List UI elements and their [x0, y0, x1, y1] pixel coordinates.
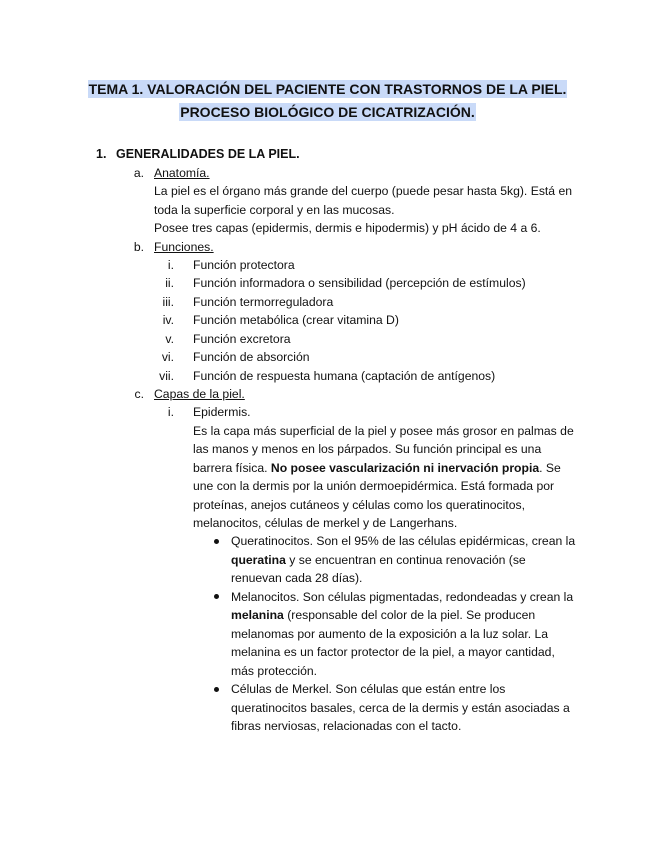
paragraph-line: melanocitos, células de merkel y de Langerhans. — [193, 516, 458, 530]
capas-heading: Capas de la piel. — [154, 387, 245, 401]
funciones-heading: Funciones. — [154, 240, 214, 254]
bold-phrase: queratina — [231, 553, 286, 567]
document-title-line-1: TEMA 1. VALORACIÓN DEL PACIENTE CON TRASTORNOS DE LA PIEL. — [88, 81, 567, 97]
bullet-line: fibras nerviosas, relacionadas con el tacto. — [231, 719, 462, 733]
anatomia-heading: Anatomía. — [154, 166, 210, 180]
bullet-line: queratina y se encuentran en continua renovación (se — [231, 553, 526, 567]
bullet-line: Melanocitos. Son células pigmentadas, redondeadas y crean la — [231, 590, 574, 604]
bullet-line: queratinocitos basales, cerca de la dermis y están asociadas a — [231, 701, 570, 715]
bullet-icon — [214, 539, 219, 544]
document-title-line-2: PROCESO BIOLÓGICO DE CICATRIZACIÓN. — [180, 104, 475, 120]
paragraph-line: proteínas, anejos cutáneos y células como los queratinocitos, — [193, 498, 525, 512]
bullet-line: melanomas por aumento de la exposición a la luz solar. La — [231, 627, 549, 641]
paragraph-line: barrera física. No posee vascularización ni inervación propia. Se — [193, 461, 561, 475]
section-number: 1. — [96, 147, 107, 161]
bullet-line: Queratinocitos. Son el 95% de las células epidérmicas, crean la — [231, 534, 576, 548]
section-label: GENERALIDADES DE LA PIEL. — [116, 147, 300, 161]
bold-phrase: melanina — [231, 608, 284, 622]
bullet-line: renuevan cada 28 días). — [231, 571, 363, 585]
bold-phrase: No posee vascularización ni inervación propia — [270, 461, 540, 475]
paragraph-line: Posee tres capas (epidermis, dermis e hipodermis) y pH ácido de 4 a 6. — [154, 221, 541, 235]
paragraph-line: une con la dermis por la unión dermoepidérmica. Está formada por — [193, 479, 555, 493]
document-page: TEMA 1. VALORACIÓN DEL PACIENTE CON TRASTORNOS DE LA PIEL. PROCESO BIOLÓGICO DE CICATRIZACIÓN. 1. GENERALIDADES DE LA PIEL. a. Anatomía. La piel es el órgano más grande del cuerpo (puede pesar hasta 5kg). Está en toda la superficie corporal y en las mucosas. Posee tres capas (epidermis, dermis e hipodermis) y pH ácido de 4 a 6. b. Funciones. i. Función protectora ii. Función informadora o sensibilidad (percepción de estímulos) iii. Función termorreguladora iv. Función metabólica (crear vitamina D) v. Función excretora vi. Función de absorción vii. Función de respuesta humana (captación de antígenos) c. Capas de la piel. i. Epidermis. Es la capa más superficial de la piel y posee más grosor en palmas de las manos y menos en los párpados. Su función principal es una barrera física. No posee vascularización ni inervación propia. Se une con la dermis por la unión dermoepidérmica. Está formada por proteínas, anejos cutáneos y células como los queratinocitos, melanocitos, células de merkel y de Langerhans. Queratinocitos. Son el 95% de las células epidérmicas, crean la queratina y se encuentran en continua renovación (se renuevan cada 28 días). Melanocitos. Son células pigmentadas, redondeadas y crean la melanina (responsable del color de la piel. Se producen melanomas por aumento de la exposición a la luz solar. La melanina es un factor protector de la piel, a mayor cantidad, más protección. Células de Merkel. Son células que están entre los queratinocitos basales, cerca de la dermis y están asociadas a fibras nerviosas, relacionadas con el tacto. — [0, 0, 655, 848]
paragraph-line: La piel es el órgano más grande del cuerpo (puede pesar hasta 5kg). Está en — [154, 184, 573, 198]
epidermis-heading: Epidermis. — [193, 405, 251, 419]
bullet-line: melanina es un factor protector de la piel, a mayor cantidad, — [231, 645, 555, 659]
bullet-line: Células de Merkel. Son células que están entre los — [231, 682, 506, 696]
section-heading — [96, 145, 300, 163]
paragraph-line: toda la superficie corporal y en las mucosas. — [154, 203, 395, 217]
paragraph-line: Es la capa más superficial de la piel y posee más grosor en palmas de — [193, 424, 574, 438]
bullet-icon — [214, 687, 219, 692]
paragraph-line: las manos y menos en los párpados. Su función principal es una — [193, 442, 542, 456]
bullet-line: más protección. — [231, 664, 318, 678]
bullet-line: melanina (responsable del color de la piel. Se producen — [231, 608, 536, 622]
bullet-icon — [214, 594, 219, 599]
